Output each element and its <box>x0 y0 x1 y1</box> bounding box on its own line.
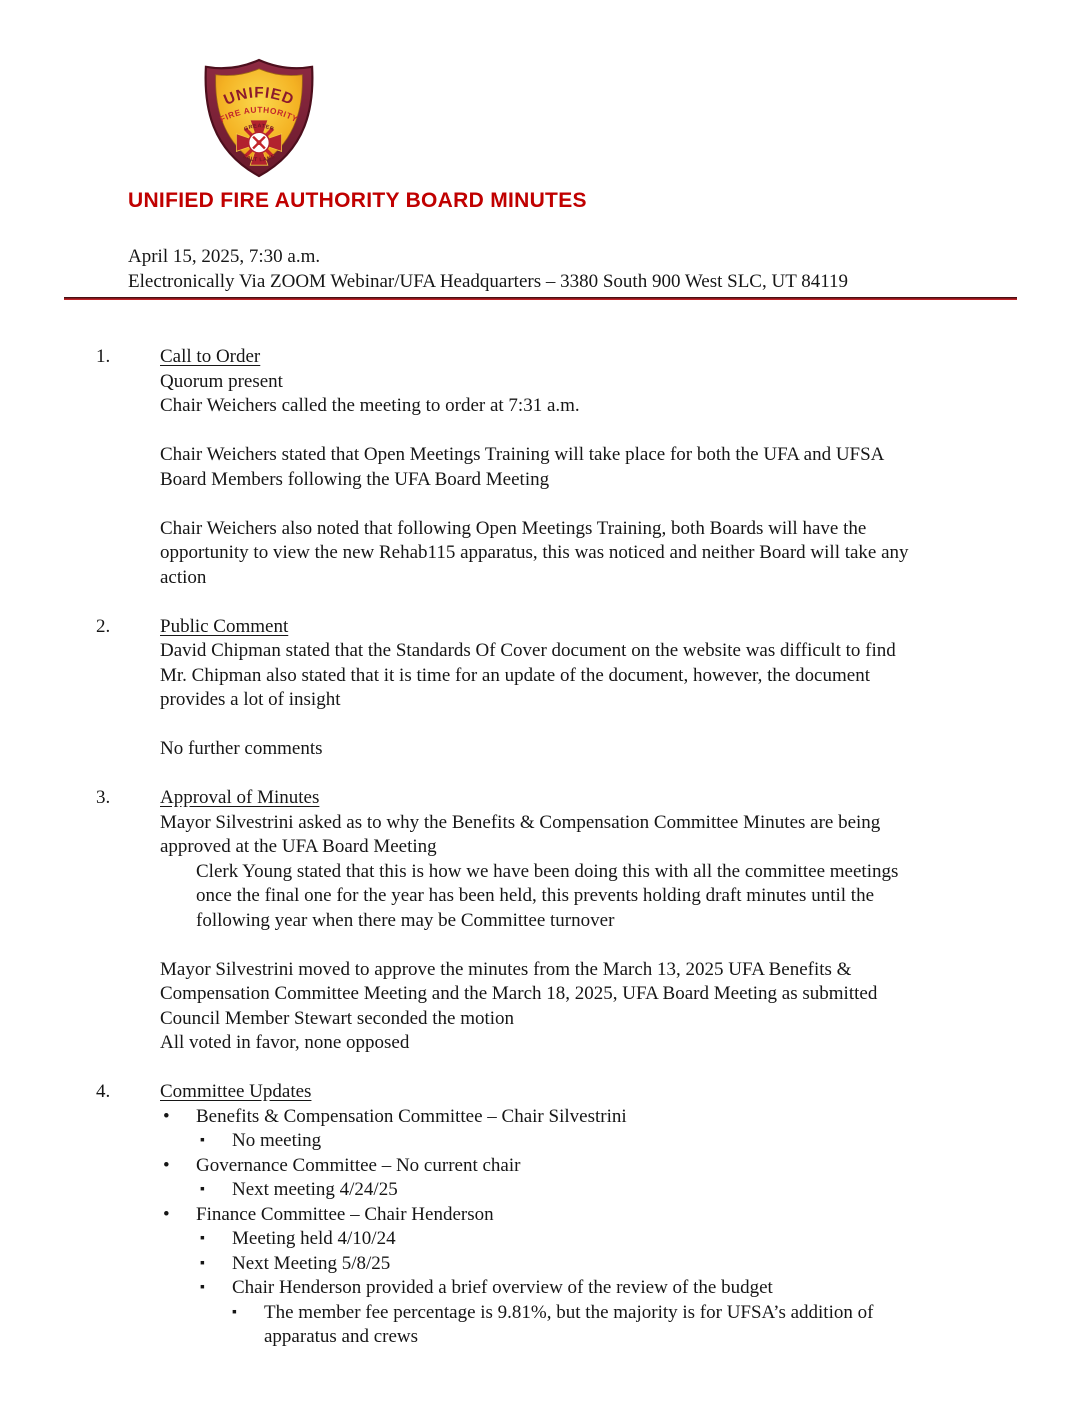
square-bullet-icon: ▪ <box>200 1182 205 1197</box>
text-line: Chair Weichers called the meeting to order at 7:31 a.m. <box>160 395 580 416</box>
paragraph <box>0 860 1088 934</box>
bullet-item <box>0 1276 1088 1301</box>
text-line: apparatus and crews <box>264 1326 419 1347</box>
text-line: Council Member Stewart seconded the motion <box>160 1007 515 1029</box>
text-line: No further comments <box>160 738 323 759</box>
blank-line <box>0 933 1088 958</box>
paragraph <box>0 737 1088 762</box>
paragraph <box>0 443 1088 492</box>
text-line: Board Members following the UFA Board Meeting <box>160 468 550 490</box>
paragraph <box>0 517 1088 591</box>
section-number: 2. <box>96 615 111 637</box>
minutes-content <box>0 345 1088 1374</box>
bullet-item <box>0 1129 1088 1154</box>
text-line: All voted in favor, none opposed <box>160 1032 410 1053</box>
disc-bullet-icon: • <box>163 1105 170 1127</box>
bullet-item <box>0 1178 1088 1203</box>
section-number: 4. <box>96 1081 111 1102</box>
text-line: Next Meeting 5/8/25 <box>232 1252 391 1274</box>
document-title: UNIFIED FIRE AUTHORITY BOARD MINUTES <box>128 189 587 212</box>
blank-line <box>0 713 1088 738</box>
section-public-comment <box>0 615 1088 762</box>
text-line: Next meeting 4/24/25 <box>232 1179 398 1200</box>
text-line: Finance Committee – Chair Henderson <box>196 1203 494 1225</box>
blank-line <box>0 419 1088 444</box>
square-bullet-icon: ▪ <box>200 1231 205 1246</box>
disc-bullet-icon: • <box>163 1203 170 1225</box>
text-line: action <box>160 566 207 588</box>
square-bullet-icon: ▪ <box>200 1280 205 1295</box>
header-divider-rule <box>64 297 1017 300</box>
blank-line <box>0 492 1088 517</box>
text-line: The member fee percentage is 9.81%, but the majority is for UFSA’s addition of <box>264 1301 874 1323</box>
text-line: Clerk Young stated that this is how we have been doing this with all the committee meetings <box>196 860 899 882</box>
paragraph <box>0 394 1088 419</box>
bullet-item <box>0 1154 1088 1179</box>
paragraph <box>0 958 1088 1056</box>
square-bullet-icon: ▪ <box>200 1133 205 1148</box>
text-line: provides a lot of insight <box>160 689 341 710</box>
section-heading: Approval of Minutes <box>160 787 320 808</box>
text-line: Meeting held 4/10/24 <box>232 1228 396 1249</box>
text-line: once the final one for the year has been held, this prevents holding draft minutes until the <box>196 885 874 906</box>
meeting-location: Electronically Via ZOOM Webinar/UFA Headquarters – 3380 South 900 West SLC, UT 84119 <box>128 271 848 292</box>
paragraph <box>0 370 1088 395</box>
text-line: opportunity to view the new Rehab115 apparatus, this was noticed and neither Board will take any <box>160 542 909 563</box>
text-line: Compensation Committee Meeting and the March 18, 2025, UFA Board Meeting as submitted <box>160 983 878 1004</box>
meeting-datetime: April 15, 2025, 7:30 a.m. <box>128 246 321 267</box>
bullet-item <box>0 1301 1088 1350</box>
section-heading-row <box>0 345 1088 370</box>
text-line: approved at the UFA Board Meeting <box>160 836 437 857</box>
text-line: Chair Weichers stated that Open Meetings Training will take place for both the UFA and UFSA <box>160 444 885 465</box>
ufa-shield-logo-icon <box>200 56 318 180</box>
section-heading: Committee Updates <box>160 1081 312 1102</box>
logo-center-bottom-text: SALT LAKE <box>241 153 277 164</box>
logo-center-top-text: GREATER <box>243 123 275 133</box>
text-line: Mayor Silvestrini moved to approve the minutes from the March 13, 2025 UFA Benefits & <box>160 958 852 980</box>
section-heading-row <box>0 1080 1088 1105</box>
section-heading-row <box>0 786 1088 811</box>
text-line: following year when there may be Committee turnover <box>196 909 615 931</box>
text-line: Mayor Silvestrini asked as to why the Benefits & Compensation Committee Minutes are being <box>160 811 881 833</box>
section-call-to-order <box>0 345 1088 590</box>
section-heading: Call to Order <box>160 346 261 367</box>
section-number: 3. <box>96 787 111 808</box>
section-number: 1. <box>96 346 111 367</box>
square-bullet-icon: ▪ <box>232 1304 237 1320</box>
text-line: No meeting <box>232 1130 322 1151</box>
section-heading-row <box>0 615 1088 640</box>
section-committee-updates <box>0 1080 1088 1350</box>
square-bullet-icon: ▪ <box>200 1255 205 1271</box>
text-line: Mr. Chipman also stated that it is time for an update of the document, however, the document <box>160 664 870 686</box>
text-line: Chair Weichers also noted that following Open Meetings Training, both Boards will have the <box>160 517 867 539</box>
paragraph <box>0 811 1088 860</box>
meeting-meta <box>128 244 848 294</box>
text-line: Benefits & Compensation Committee – Chair Silvestrini <box>196 1105 627 1127</box>
text-line: David Chipman stated that the Standards Of Cover document on the website was difficult to find <box>160 640 896 661</box>
bullet-item <box>0 1203 1088 1228</box>
disc-bullet-icon: • <box>163 1154 170 1176</box>
bullet-item <box>0 1252 1088 1277</box>
paragraph <box>0 639 1088 664</box>
text-line: Chair Henderson provided a brief overview of the review of the budget <box>232 1277 773 1298</box>
section-heading: Public Comment <box>160 615 289 637</box>
logo-arc-top-text: UNIFIED <box>221 84 297 109</box>
bullet-item <box>0 1227 1088 1252</box>
section-approval-of-minutes <box>0 786 1088 1056</box>
text-line: Quorum present <box>160 370 283 392</box>
paragraph <box>0 664 1088 713</box>
logo-arc-mid-text: FIRE AUTHORITY <box>218 104 300 125</box>
text-line: Governance Committee – No current chair <box>196 1154 521 1176</box>
bullet-item <box>0 1105 1088 1130</box>
